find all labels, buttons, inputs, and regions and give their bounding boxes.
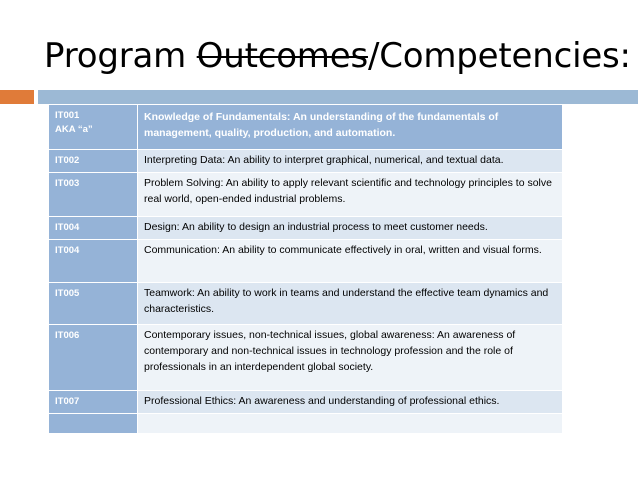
accent-bar: [0, 90, 34, 104]
outcome-code-alias: AKA “a”: [55, 124, 93, 135]
outcome-code-cell: [49, 150, 138, 173]
table-row: [49, 173, 563, 217]
outcomes-table-body: [49, 105, 563, 434]
outcome-code: IT006: [55, 330, 80, 341]
table-row: [49, 150, 563, 173]
outcome-code: IT003: [55, 178, 80, 189]
outcome-code-cell: [49, 414, 138, 434]
outcome-code: IT002: [55, 155, 80, 166]
outcome-code-cell: [49, 325, 138, 391]
table-row: [49, 283, 563, 325]
table-row: [49, 414, 563, 434]
outcome-code-cell: [49, 240, 138, 283]
title-prefix: Program: [44, 36, 197, 76]
outcome-code: IT005: [55, 288, 80, 299]
table-header-row: [49, 105, 563, 150]
outcome-description: Problem Solving: An ability to apply relevant scientific and technology principles to solve real world, open-ended industrial problems.: [138, 173, 563, 217]
table-row: [49, 240, 563, 283]
outcome-description: Teamwork: An ability to work in teams and understand the effective team dynamics and characteristics.: [138, 283, 563, 325]
outcome-description: Contemporary issues, non-technical issues, global awareness: An awareness of contemporary and non-technical issues in technology profession and the role of professionals in an interdependent global society.: [138, 325, 563, 391]
outcome-code: IT004: [55, 222, 80, 233]
table-row: [49, 217, 563, 240]
outcome-code-cell: [49, 173, 138, 217]
outcome-description: [138, 414, 563, 434]
outcome-description: Communication: An ability to communicate effectively in oral, written and visual forms.: [138, 240, 563, 283]
outcomes-table: [48, 104, 563, 434]
title-rule-bar: [38, 90, 638, 104]
outcome-description: Design: An ability to design an industrial process to meet customer needs.: [138, 217, 563, 240]
outcome-code-cell: [49, 391, 138, 414]
title-struck-word: Outcomes: [196, 36, 368, 76]
outcome-code: IT007: [55, 396, 80, 407]
outcome-description: Knowledge of Fundamentals: An understanding of the fundamentals of management, quality, production, and automation.: [138, 105, 563, 150]
outcome-code: IT004: [55, 245, 80, 256]
outcome-code-cell: [49, 105, 138, 150]
outcome-code-cell: [49, 217, 138, 240]
slide-title: [44, 30, 631, 82]
table-row: [49, 325, 563, 391]
outcome-description: Professional Ethics: An awareness and understanding of professional ethics.: [138, 391, 563, 414]
table-row: [49, 391, 563, 414]
title-suffix: /Competencies:: [367, 36, 631, 76]
outcome-code: IT001: [55, 110, 80, 121]
outcome-code-cell: [49, 283, 138, 325]
outcome-description: Interpreting Data: An ability to interpret graphical, numerical, and textual data.: [138, 150, 563, 173]
